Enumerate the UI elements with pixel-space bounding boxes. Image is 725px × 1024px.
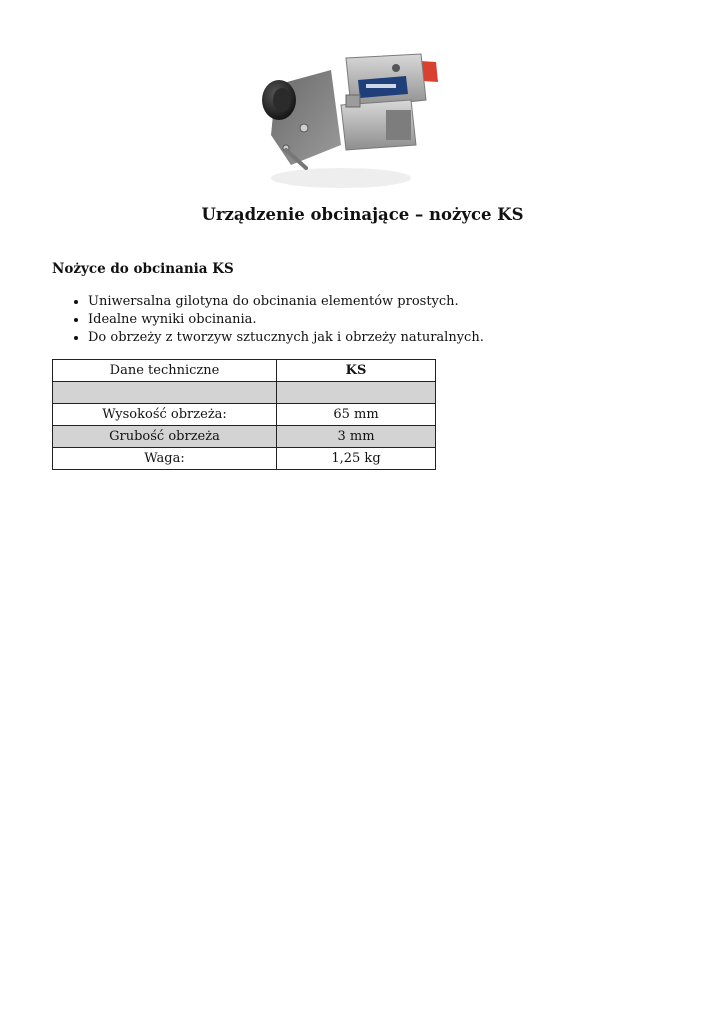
table-row xyxy=(53,448,436,470)
table-header-label: Dane techniczne xyxy=(53,360,277,382)
table-cell-label xyxy=(53,382,277,404)
table-cell-value: 65 mm xyxy=(277,404,436,426)
table-cell-value: 1,25 kg xyxy=(277,448,436,470)
table-cell-value xyxy=(277,382,436,404)
table-header-row xyxy=(53,360,436,382)
page-title: Urządzenie obcinające – nożyce KS xyxy=(201,205,524,224)
table-cell-value: 3 mm xyxy=(277,426,436,448)
table-row xyxy=(53,382,436,404)
table-cell-label: Waga: xyxy=(53,448,277,470)
technical-data-table xyxy=(52,359,436,470)
feature-list xyxy=(52,293,484,347)
table-cell-label: Wysokość obrzeża: xyxy=(53,404,277,426)
list-item: • Uniwersalna gilotyna do obcinania elementów prostych. xyxy=(88,293,484,311)
table-cell-label: Grubość obrzeża xyxy=(53,426,277,448)
product-photo xyxy=(246,50,446,192)
table-row xyxy=(53,404,436,426)
list-item: • Do obrzeży z tworzyw sztucznych jak i obrzeży naturalnych. xyxy=(88,329,484,347)
list-item: • Idealne wyniki obcinania. xyxy=(88,311,484,329)
section-heading: Nożyce do obcinania KS xyxy=(52,261,234,277)
table-header-model: KS xyxy=(277,360,436,382)
table-row xyxy=(53,426,436,448)
